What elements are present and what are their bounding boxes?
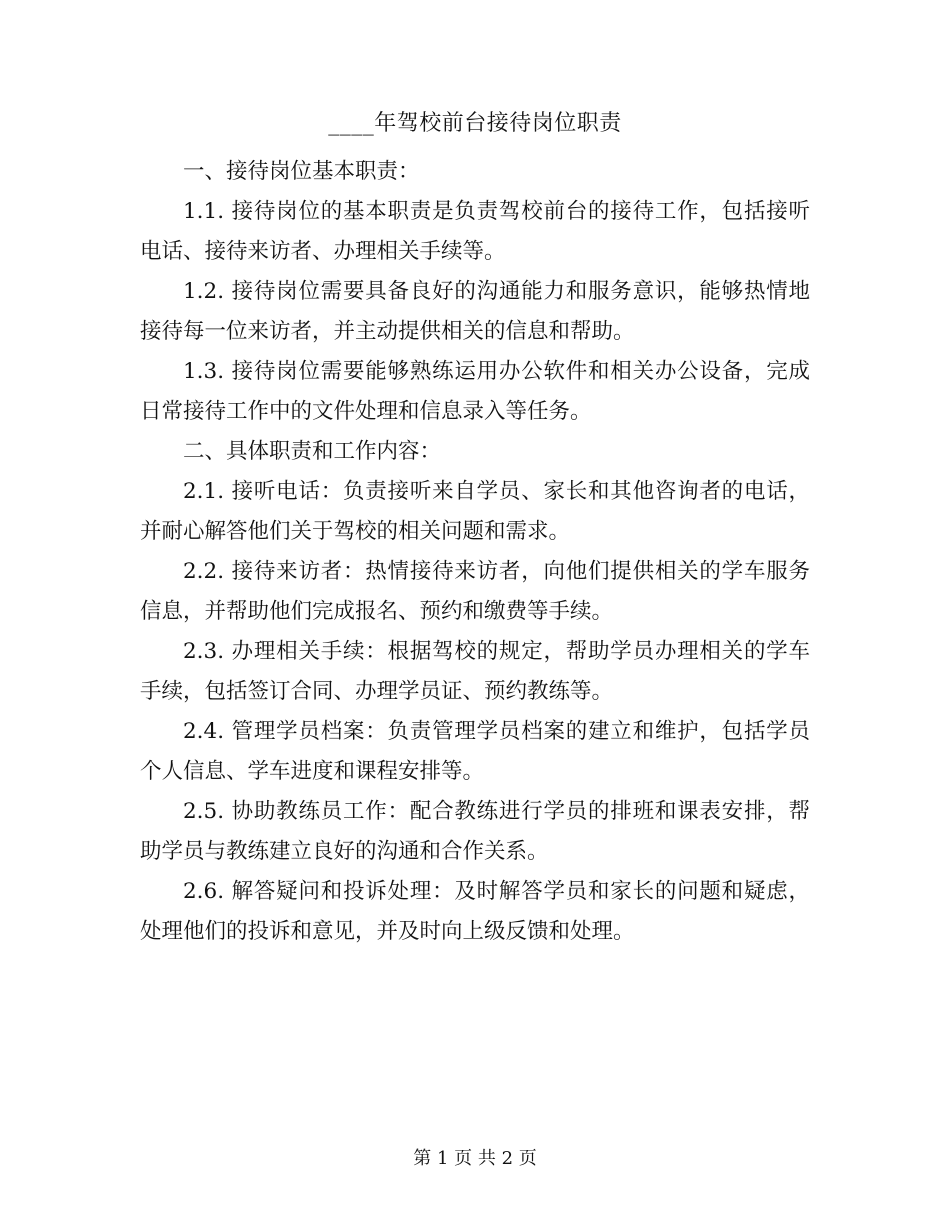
page-number-footer: 第 1 页 共 2 页	[413, 1148, 537, 1169]
paragraph-1-1: 1.1. 接待岗位的基本职责是负责驾校前台的接待工作，包括接听电话、接待来访者、办理相关手续等。	[140, 199, 810, 264]
section-heading-1: 一、接待岗位基本职责：	[183, 159, 420, 184]
section-heading-2: 二、具体职责和工作内容：	[183, 439, 442, 464]
paragraph-2-4: 2.4. 管理学员档案：负责管理学员档案的建立和维护，包括学员个人信息、学车进度和课程安排等。	[140, 719, 810, 784]
document-body	[140, 152, 810, 952]
paragraph-2-5: 2.5. 协助教练员工作：配合教练进行学员的排班和课表安排，帮助学员与教练建立良好的沟通和合作关系。	[140, 799, 810, 864]
paragraph-2-6: 2.6. 解答疑问和投诉处理：及时解答学员和家长的问题和疑虑，处理他们的投诉和意见，并及时向上级反馈和处理。	[140, 879, 810, 944]
document-title: ____年驾校前台接待岗位职责	[328, 111, 622, 136]
paragraph-1-2: 1.2. 接待岗位需要具备良好的沟通能力和服务意识，能够热情地接待每一位来访者，并主动提供相关的信息和帮助。	[140, 279, 810, 344]
paragraph-2-2: 2.2. 接待来访者：热情接待来访者，向他们提供相关的学车服务信息，并帮助他们完成报名、预约和缴费等手续。	[140, 559, 810, 624]
paragraph-2-1: 2.1. 接听电话：负责接听来自学员、家长和其他咨询者的电话，并耐心解答他们关于驾校的相关问题和需求。	[140, 479, 810, 544]
paragraph-2-3: 2.3. 办理相关手续：根据驾校的规定，帮助学员办理相关的学车手续，包括签订合同、办理学员证、预约教练等。	[140, 639, 810, 704]
paragraph-1-3: 1.3. 接待岗位需要能够熟练运用办公软件和相关办公设备，完成日常接待工作中的文件处理和信息录入等任务。	[140, 359, 810, 424]
